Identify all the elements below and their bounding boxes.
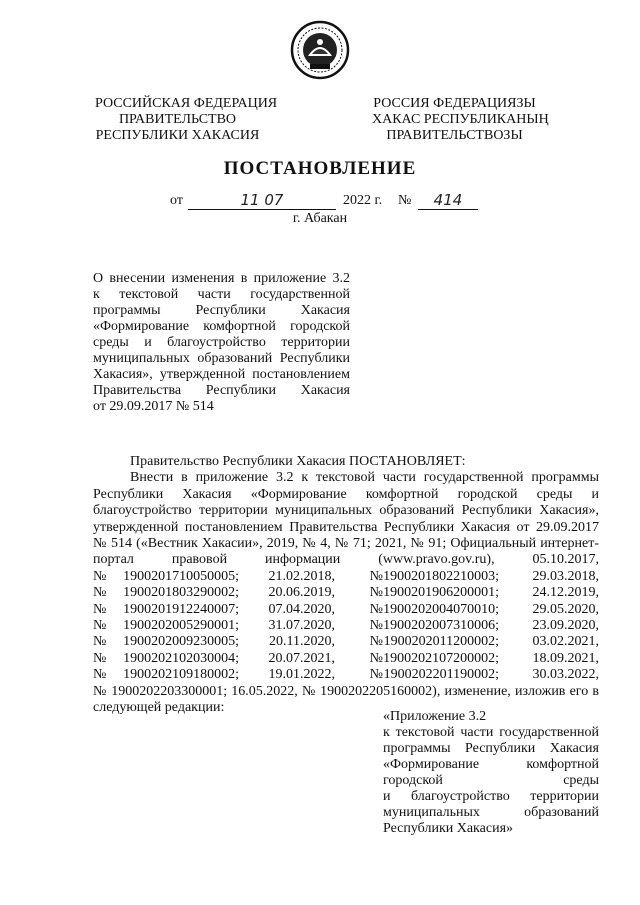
- number-sign: №: [93, 618, 107, 634]
- registry-date: 29.05.2020,: [532, 601, 599, 617]
- annex-line: «Приложение 3.2: [383, 709, 487, 724]
- registry-code: 1900201803290002;: [123, 585, 239, 601]
- subject-line: Правительства Республики Хакасия: [93, 383, 350, 398]
- number-field: 414: [418, 193, 478, 210]
- subject-line: О внесении изменения в приложение 3.2: [93, 271, 350, 286]
- subject-line: муниципальных образований Республики: [93, 351, 350, 366]
- header-right-line: ХАКАС РЕСПУБЛИКАНЫҢ: [372, 112, 549, 127]
- registry-date: 29.03.2018,: [532, 568, 599, 584]
- registry-code: 1900202007310006;: [383, 618, 499, 634]
- header-left-line: РОССИЙСКАЯ ФЕДЕРАЦИЯ: [95, 96, 278, 111]
- annex-line: «Формирование комфортной: [383, 757, 599, 772]
- number-sign: №: [93, 601, 107, 617]
- resolve-line: Правительство Республики Хакасия ПОСТАНОВЛЯЕТ:: [130, 454, 466, 469]
- annex-line: программы Республики Хакасия: [383, 741, 599, 756]
- body-text: [93, 454, 599, 717]
- registry-date: 18.09.2021,: [532, 650, 599, 666]
- registry-date: 21.02.2018,: [268, 568, 335, 584]
- registry-code: 1900202011200002;: [383, 634, 499, 650]
- number-sign: №: [93, 634, 107, 650]
- number-sign: №: [369, 618, 383, 634]
- registry-list: [93, 569, 599, 684]
- subject-block: [93, 271, 350, 415]
- subject-line: программы Республики Хакасия: [93, 303, 350, 318]
- header-left-line: ПРАВИТЕЛЬСТВО: [118, 112, 237, 127]
- registry-date: 20.07.2021,: [268, 650, 335, 666]
- number-sign: №: [369, 585, 383, 601]
- date-number-line: [0, 193, 640, 213]
- header-right-line: ПРАВИТЕЛЬСТВОЗЫ: [386, 128, 523, 143]
- body-line: благоустройство территории муниципальных образований Республики Хакасия»,: [93, 503, 599, 519]
- registry-date: 19.01.2022,: [268, 667, 335, 683]
- registry-row: [93, 569, 599, 585]
- registry-row: [93, 651, 599, 667]
- number-sign: №: [369, 601, 383, 617]
- number-sign: №: [369, 667, 383, 683]
- annex-line: городской среды: [383, 773, 599, 788]
- registry-row: [93, 585, 599, 601]
- header-right: [372, 96, 549, 144]
- number-sign: №: [369, 634, 383, 650]
- number-sign: №: [93, 568, 107, 584]
- registry-row: [93, 667, 599, 683]
- number-sign: №: [398, 193, 412, 208]
- registry-date: 20.11.2020,: [269, 634, 335, 650]
- registry-code: 1900201802210003;: [383, 568, 499, 584]
- registry-code: 1900202107200002;: [383, 650, 499, 666]
- registry-code: 1900202102030004;: [123, 650, 239, 666]
- annex-line: муниципальных образований: [383, 805, 599, 820]
- registry-code: 1900202004070010;: [383, 601, 499, 617]
- registry-date: 23.09.2020,: [532, 618, 599, 634]
- number-sign: №: [369, 650, 383, 666]
- registry-code: 1900202109180002;: [123, 667, 239, 683]
- registry-code: 1900201906200001;: [383, 585, 499, 601]
- registry-date: 30.03.2022,: [532, 667, 599, 683]
- subject-line: «Формирование комфортной городской: [93, 319, 350, 334]
- document-title: ПОСТАНОВЛЕНИЕ: [223, 158, 417, 179]
- registry-code: 1900202005290001;: [123, 618, 239, 634]
- body-line: № 514 («Вестник Хакасии», 2019, № 4, № 71; 2021, № 91; Официальный интернет-: [93, 536, 599, 552]
- number-sign: №: [93, 650, 107, 666]
- subject-line: к текстовой части государственной: [93, 287, 350, 302]
- registry-code: 1900202201190002;: [383, 667, 499, 683]
- registry-code: 1900201912240007;: [123, 601, 239, 617]
- registry-date: 24.12.2019,: [532, 585, 599, 601]
- body-line: Внести в приложение 3.2 к текстовой части государственной программы: [130, 470, 599, 486]
- hakassia-emblem-icon: [290, 20, 350, 80]
- header-left-line: РЕСПУБЛИКИ ХАКАСИЯ: [95, 128, 260, 143]
- registry-date: 20.06.2019,: [268, 585, 335, 601]
- number-sign: №: [369, 568, 383, 584]
- date-prefix: от: [170, 193, 183, 208]
- year-label: 2022 г.: [343, 193, 383, 208]
- subject-line: от 29.09.2017 № 514: [93, 399, 214, 414]
- header-left: [95, 96, 278, 144]
- body-line: портал правовой информации (www.pravo.gov.ru), 05.10.2017,: [93, 552, 599, 568]
- annex-line: Республики Хакасия»: [383, 821, 514, 836]
- registry-code: 1900201710050005;: [123, 568, 239, 584]
- header-right-line: РОССИЯ ФЕДЕРАЦИЯЗЫ: [373, 96, 536, 111]
- body-line: № 1900202203300001; 16.05.2022, № 1900202205160002), изменение, изложив его в: [93, 683, 599, 699]
- subject-line: среды и благоустройство территории: [93, 335, 350, 350]
- registry-row: [93, 618, 599, 634]
- registry-row: [93, 634, 599, 650]
- number-sign: №: [93, 585, 107, 601]
- registry-row: [93, 602, 599, 618]
- date-field: 11 07: [188, 193, 336, 210]
- body-line: Республики Хакасия «Формирование комфортной городской среды и: [93, 486, 599, 502]
- annex-heading: [383, 709, 599, 837]
- annex-line: и благоустройство территории: [383, 789, 599, 804]
- subject-line: Хакасия», утвержденной постановлением: [93, 367, 350, 382]
- registry-date: 07.04.2020,: [268, 601, 335, 617]
- number-sign: №: [93, 667, 107, 683]
- annex-line: к текстовой части государственной: [383, 725, 599, 740]
- registry-date: 03.02.2021,: [532, 634, 599, 650]
- city: г. Абакан: [292, 211, 348, 226]
- body-line: следующей редакции:: [93, 700, 225, 716]
- body-line: утвержденной постановлением Правительства Республики Хакасия от 29.09.2017: [93, 519, 599, 535]
- registry-date: 31.07.2020,: [268, 618, 335, 634]
- registry-code: 1900202009230005;: [123, 634, 239, 650]
